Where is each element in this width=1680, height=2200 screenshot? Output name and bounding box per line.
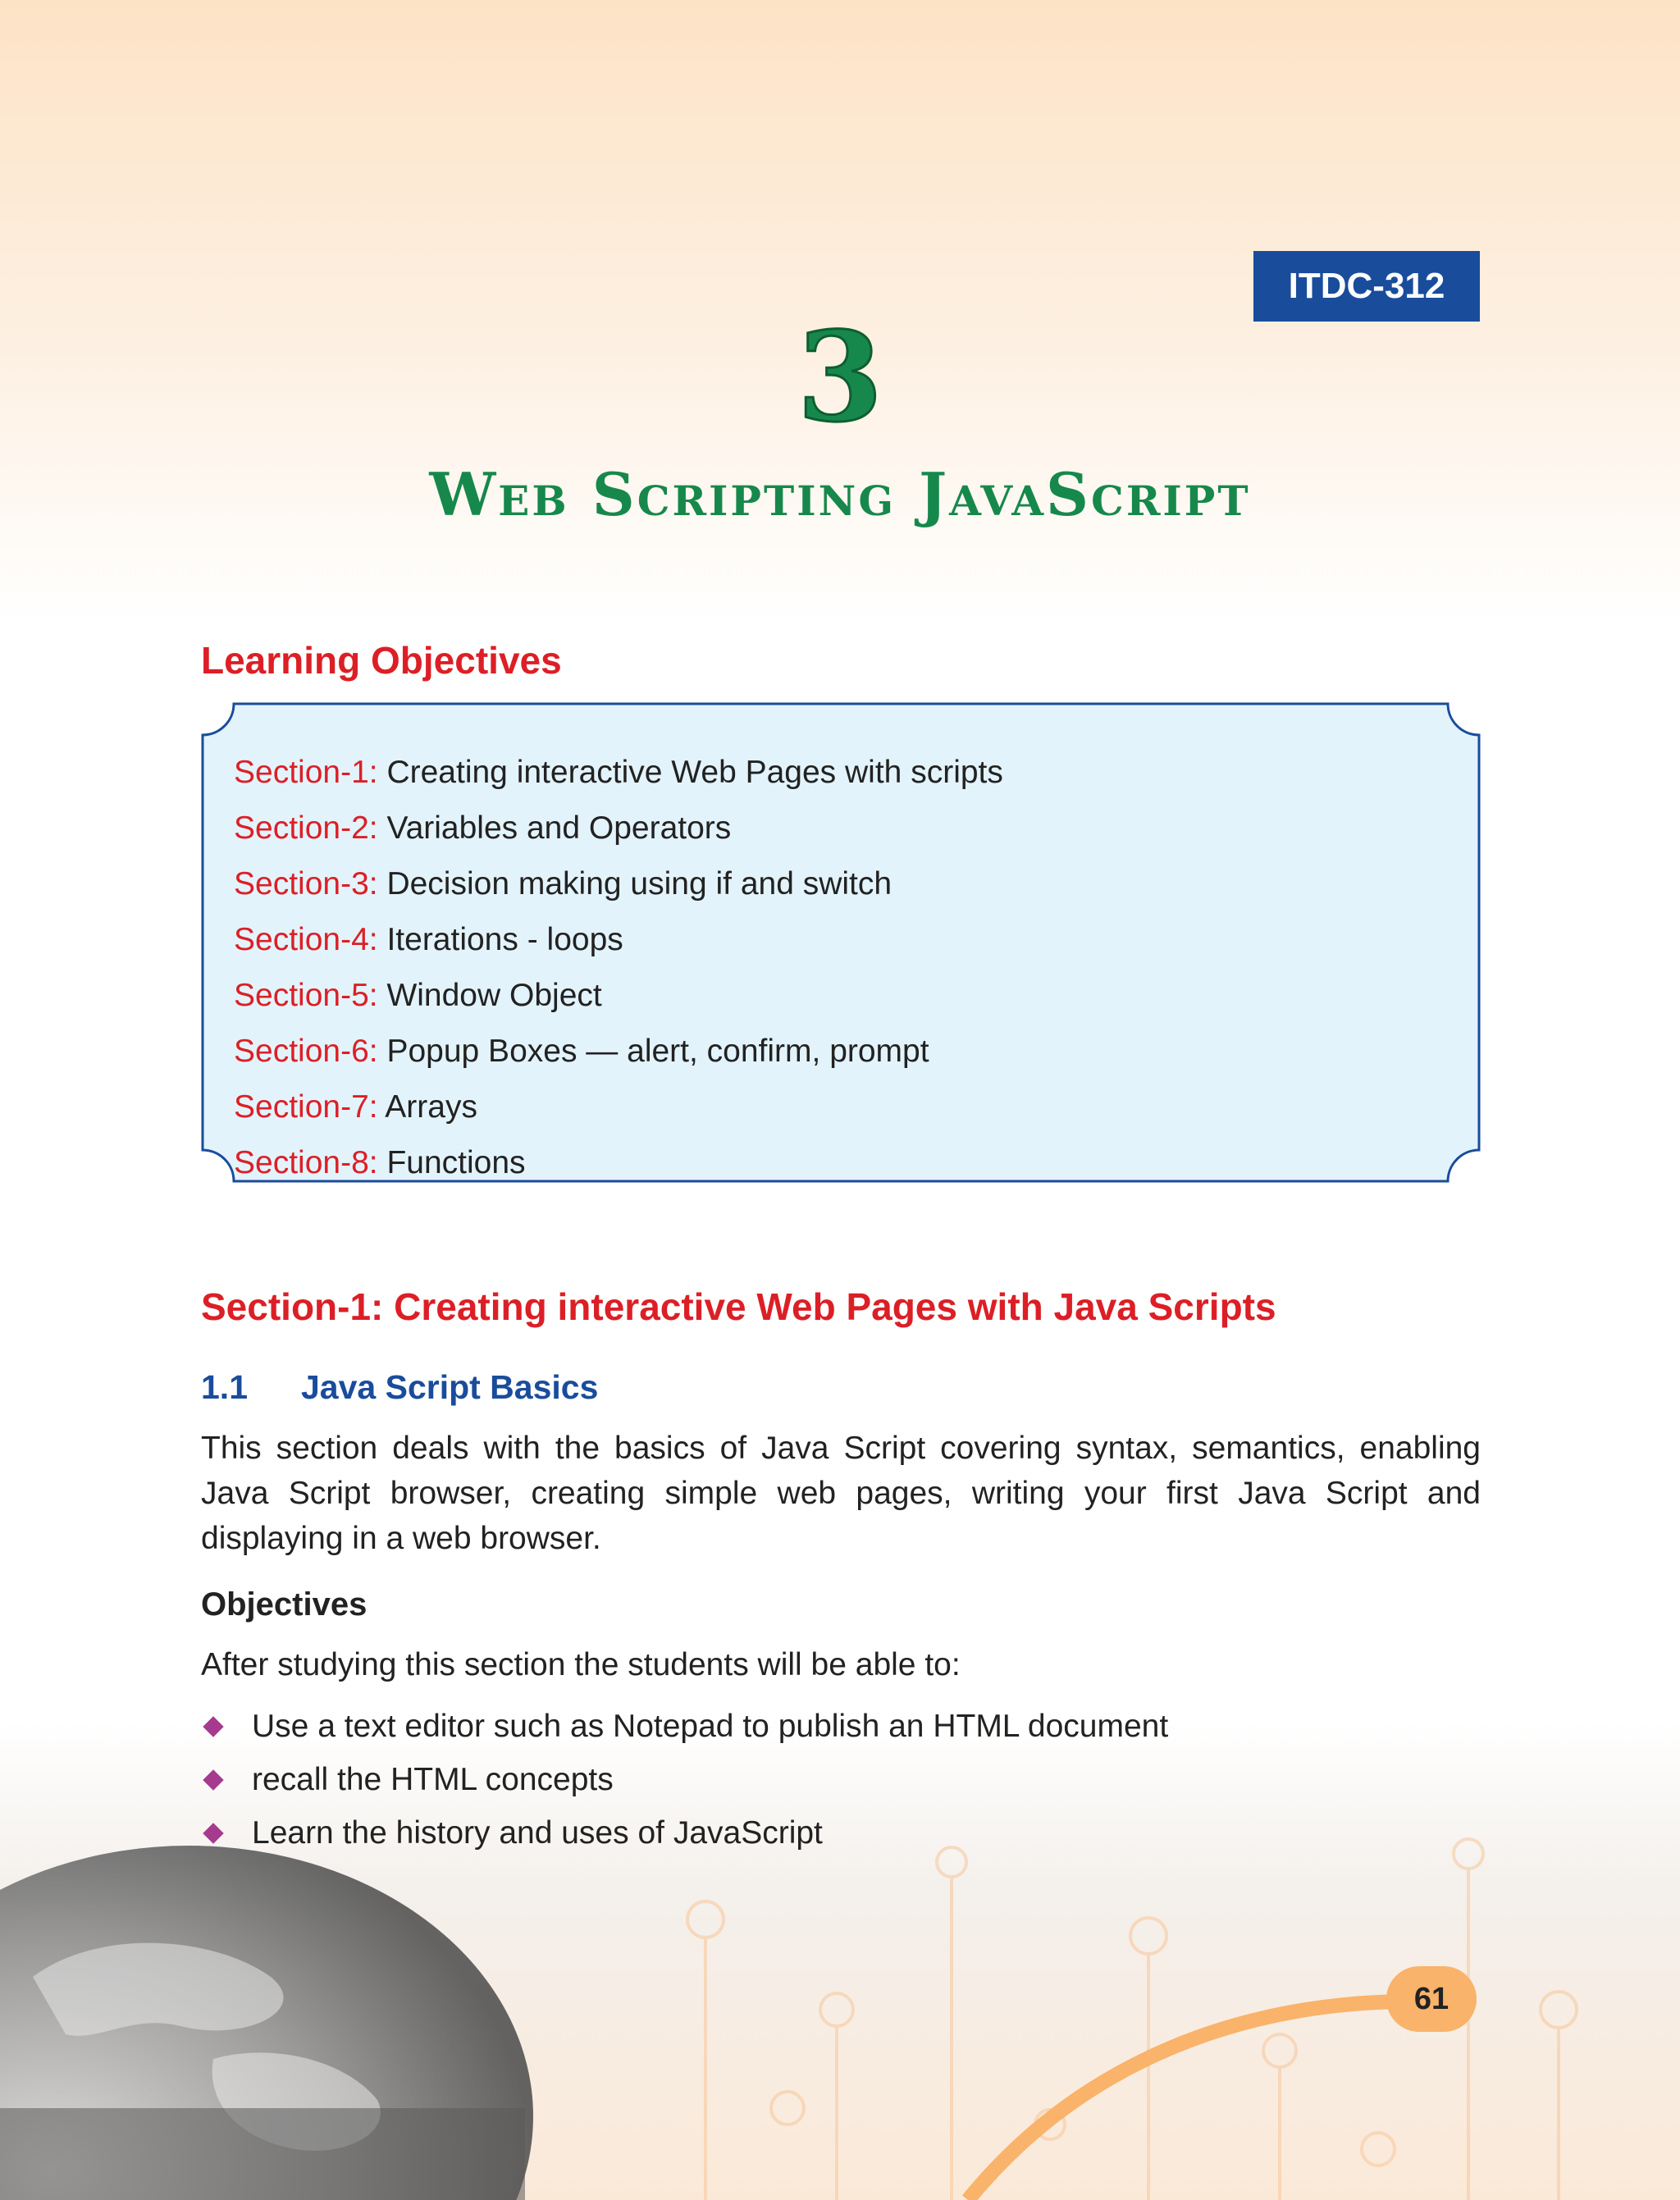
chapter-number: 3: [797, 305, 883, 450]
diamond-bullet-icon: [203, 1716, 223, 1737]
section-text: Functions: [386, 1145, 526, 1180]
list-item: [234, 1135, 1003, 1191]
diamond-bullet-icon: [203, 1769, 223, 1790]
section-text: Decision making using if and switch: [386, 866, 892, 901]
learning-objectives-box: [201, 702, 1481, 1183]
section-label: Section-3:: [234, 866, 378, 901]
list-item: [234, 1079, 1003, 1135]
chapter-title: Web Scripting JavaScript: [429, 459, 1251, 529]
list-item: [234, 968, 1003, 1024]
bullet-text: recall the HTML concepts: [252, 1762, 614, 1797]
list-item: [234, 856, 1003, 912]
list-item: [201, 1753, 1168, 1806]
section-1-paragraph: This section deals with the basics of Java Script covering syntax, semantics, enabling Java Script browser, creating simple web pages, writing your first Java Script and displaying in a web browser.: [201, 1431, 1481, 1556]
list-item: [201, 1806, 1168, 1860]
section-text: Creating interactive Web Pages with scripts: [386, 755, 1003, 790]
section-text: Arrays: [385, 1089, 477, 1125]
learning-objectives-heading: Learning Objectives: [201, 639, 562, 682]
section-text: Window Object: [386, 978, 602, 1013]
section-label: Section-1:: [234, 755, 378, 790]
subsection-number: 1.1: [201, 1368, 248, 1406]
section-1-heading: Section-1: Creating interactive Web Pages with Java Scripts: [201, 1285, 1276, 1328]
section-label: Section-2:: [234, 810, 378, 846]
list-item: [201, 1700, 1168, 1753]
section-text: Variables and Operators: [386, 810, 732, 846]
section-text: Popup Boxes — alert, confirm, prompt: [386, 1034, 929, 1069]
bullet-text: Learn the history and uses of JavaScript: [252, 1815, 823, 1851]
list-item: [234, 912, 1003, 968]
page-number-badge: 61: [1386, 1966, 1477, 2032]
subsection-heading: [201, 1368, 598, 1407]
diamond-bullet-icon: [203, 1823, 223, 1843]
objectives-intro: After studying this section the students will be able to:: [201, 1647, 961, 1682]
list-item: [234, 745, 1003, 801]
list-item: [234, 801, 1003, 856]
learning-objectives-list: [234, 745, 1003, 1191]
subsection-title: Java Script Basics: [301, 1368, 599, 1406]
section-label: Section-8:: [234, 1145, 378, 1180]
section-label: Section-5:: [234, 978, 378, 1013]
bullet-text: Use a text editor such as Notepad to publish an HTML document: [252, 1709, 1169, 1744]
course-code-badge: ITDC-312: [1253, 251, 1480, 322]
list-item: [234, 1024, 1003, 1079]
objectives-label: Objectives: [201, 1586, 368, 1623]
section-label: Section-6:: [234, 1034, 378, 1069]
section-label: Section-4:: [234, 922, 378, 957]
section-label: Section-7:: [234, 1089, 378, 1125]
objectives-bullet-list: [201, 1700, 1168, 1860]
section-text: Iterations - loops: [386, 922, 623, 957]
